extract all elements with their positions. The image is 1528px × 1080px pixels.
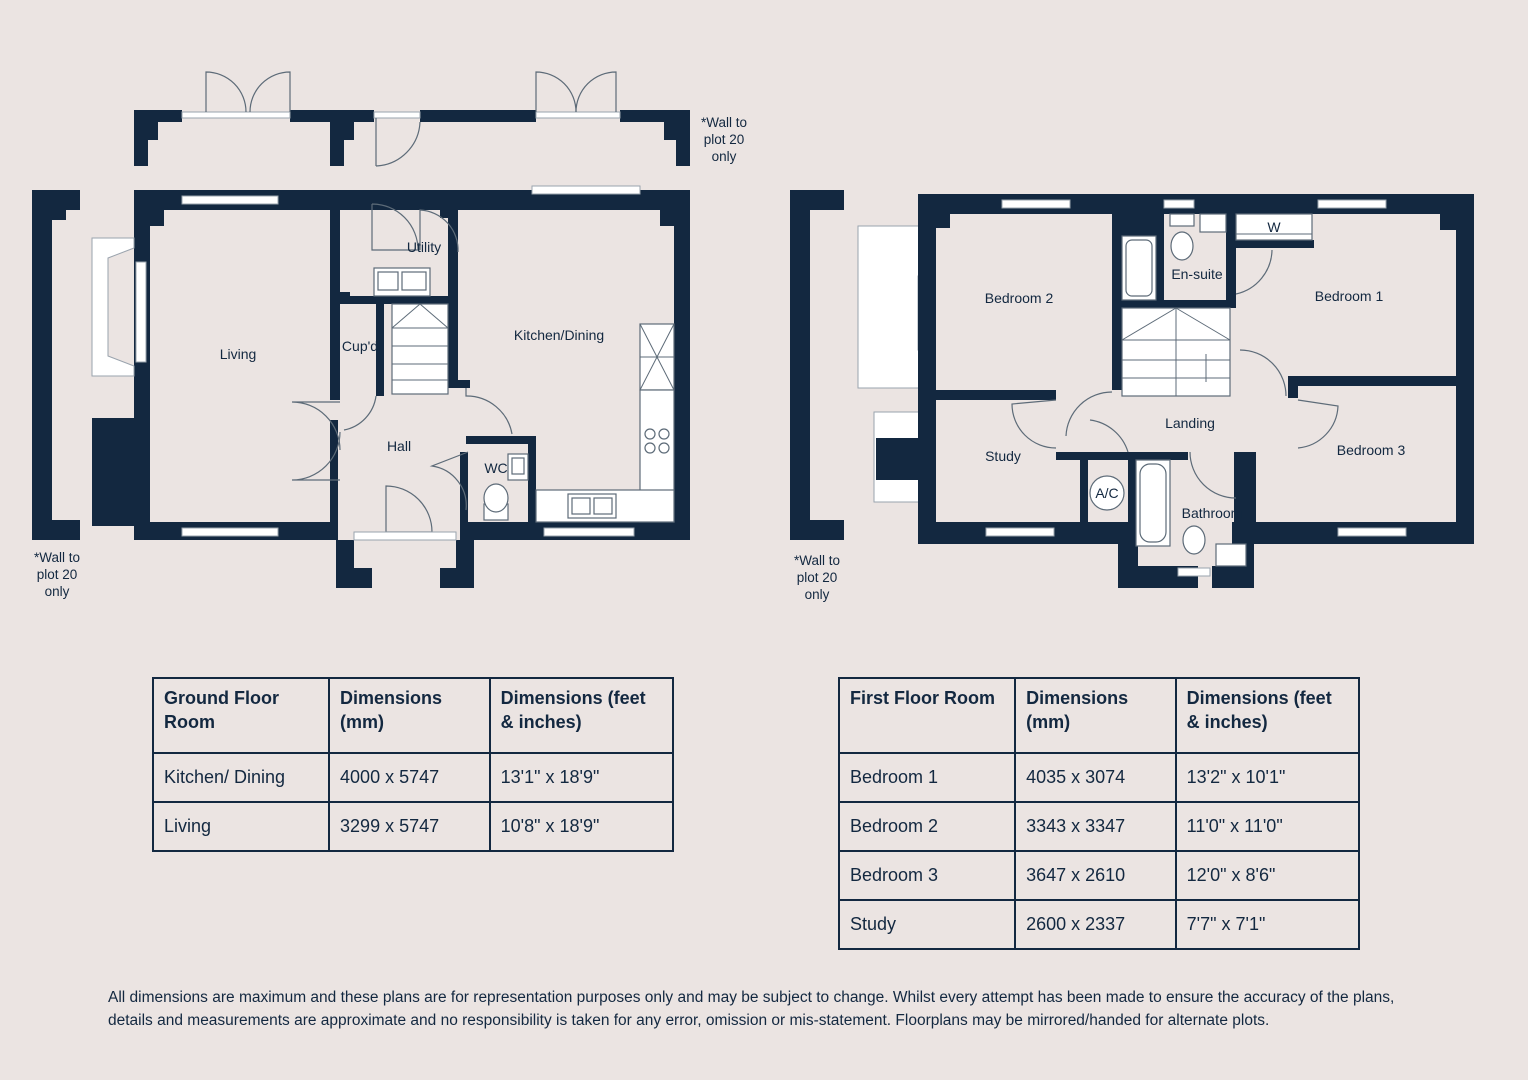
svg-text:only: only (711, 149, 737, 164)
first-floor-plan (790, 190, 1474, 602)
cell-mm: 2600 x 2337 (1015, 900, 1176, 949)
bay-window (92, 238, 134, 376)
cell-room: Bedroom 1 (839, 753, 1015, 802)
room-label-bedroom-2: Bedroom 2 (984, 290, 1054, 306)
cell-room: Bedroom 3 (839, 851, 1015, 900)
room-label-study: Study (985, 448, 1021, 464)
side-roof (858, 226, 920, 388)
table-row (839, 753, 1359, 802)
room-label-wc: WC (484, 460, 508, 476)
cell-ft: 13'2" x 10'1" (1176, 753, 1359, 802)
room-label-hall: Hall (386, 438, 412, 454)
note-ground-left (34, 550, 80, 599)
table-row (839, 802, 1359, 851)
header-room: First Floor Room (839, 678, 1015, 753)
rear-french-doors (182, 72, 620, 166)
left-plot-wall (32, 190, 80, 540)
table-row (839, 851, 1359, 900)
svg-text:*Wall to: *Wall to (700, 115, 748, 130)
cell-mm: 4000 x 5747 (329, 753, 490, 802)
cell-ft: 11'0" x 11'0" (1176, 802, 1359, 851)
ground-floor-dimensions-table (152, 677, 674, 852)
first-floor-dimensions-table (838, 677, 1360, 950)
note-ground-top (701, 115, 747, 164)
svg-text:plot 20: plot 20 (796, 570, 838, 585)
table-row (153, 753, 673, 802)
cell-room: Study (839, 900, 1015, 949)
svg-text:only: only (804, 587, 830, 602)
header-dimensions-mm: Dimensions (mm) (1015, 678, 1176, 753)
svg-text:only: only (44, 584, 70, 599)
svg-text:*Wall to: *Wall to (793, 553, 841, 568)
cell-ft: 12'0" x 8'6" (1176, 851, 1359, 900)
header-dimensions-ft: Dimensions (feet & inches) (490, 678, 673, 753)
room-label-kitchen-dining: Kitchen/Dining (513, 327, 605, 343)
room-label-bathroom: Bathroom (1181, 505, 1243, 521)
cell-mm: 4035 x 3074 (1015, 753, 1176, 802)
svg-text:plot 20: plot 20 (703, 132, 745, 147)
cell-mm: 3343 x 3347 (1015, 802, 1176, 851)
disclaimer-text: All dimensions are maximum and these plans are for representation purposes only and may be subject to change. Whilst every attempt has been made to ensure the accuracy of the plans, details and measurements are approximate and no responsibility is taken for any error, omission or mis-statement. Floorplans may be mirrored/handed for alternate plots. (108, 989, 1395, 1029)
header-dimensions-mm: Dimensions (mm) (329, 678, 490, 753)
svg-text:*Wall to: *Wall to (33, 550, 81, 565)
room-label-en-suite: En-suite (1171, 266, 1223, 282)
room-label-bedroom-1: Bedroom 1 (1314, 288, 1384, 304)
ground-floor-plan (32, 72, 747, 599)
cell-room: Bedroom 2 (839, 802, 1015, 851)
table-header-row (153, 678, 673, 753)
chimney (876, 438, 918, 480)
room-label-wardrobe: W (1267, 219, 1281, 235)
room-label-cupboard: Cup'd (341, 338, 379, 354)
cell-room: Living (153, 802, 329, 851)
cell-ft: 10'8" x 18'9" (490, 802, 673, 851)
cell-ft: 7'7" x 7'1" (1176, 900, 1359, 949)
ground-floor-windows (136, 186, 640, 536)
svg-text:plot 20: plot 20 (36, 567, 78, 582)
table-header-row (839, 678, 1359, 753)
cell-room: Kitchen/ Dining (153, 753, 329, 802)
cell-mm: 3647 x 2610 (1015, 851, 1176, 900)
header-dimensions-ft: Dimensions (feet & inches) (1176, 678, 1359, 753)
cell-ft: 13'1" x 18'9" (490, 753, 673, 802)
ground-floor-fixtures (374, 268, 674, 522)
note-first-left (794, 553, 840, 602)
room-label-ac: A/C (1095, 485, 1119, 501)
room-label-landing: Landing (1165, 415, 1215, 431)
room-label-utility: Utility (406, 239, 442, 255)
table-row (839, 900, 1359, 949)
first-left-plot-wall (790, 190, 844, 540)
header-room: Ground Floor Room (153, 678, 329, 753)
table-row (153, 802, 673, 851)
cell-mm: 3299 x 5747 (329, 802, 490, 851)
room-label-bedroom-3: Bedroom 3 (1336, 442, 1406, 458)
room-label-living: Living (219, 346, 257, 362)
